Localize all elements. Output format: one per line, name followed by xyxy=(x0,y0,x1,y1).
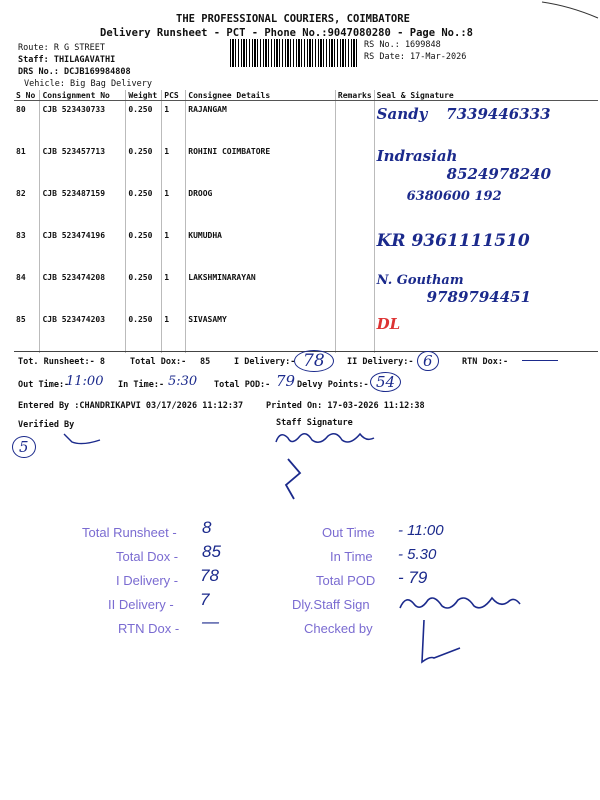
rs-number: RS No.: 1699848 xyxy=(364,40,441,50)
cell-weight: 0.250 xyxy=(126,101,162,144)
total-pod-label: Total POD:- xyxy=(214,380,271,390)
out-time-label: Out Time:- xyxy=(18,380,70,390)
stamp-rtn-dox: RTN Dox - xyxy=(118,621,180,636)
stamp-in-time-value: - 5.30 xyxy=(398,546,437,563)
table-row xyxy=(14,143,598,185)
verified-scribble-icon xyxy=(60,428,110,448)
table-row xyxy=(14,101,598,144)
stamp-out-time-value: - 11:00 xyxy=(398,522,444,539)
cell-consignment: CJB 523474208 xyxy=(40,269,126,311)
runsheet-table xyxy=(14,90,598,353)
col-weight: Weight xyxy=(126,90,162,101)
stamp-total-pod: Total POD xyxy=(316,573,376,588)
stamp-checked-by: Checked by xyxy=(304,621,373,636)
cell-sno: 85 xyxy=(14,311,40,353)
col-consignment: Consignment No xyxy=(40,90,126,101)
cell-sno: 80 xyxy=(14,101,40,144)
handwritten-signature: Sandy xyxy=(376,105,428,123)
cell-pcs: 1 xyxy=(162,311,186,353)
cell-weight: 0.250 xyxy=(126,185,162,227)
cell-remarks xyxy=(335,269,374,311)
stamp-total-runsheet: Total Runsheet - xyxy=(82,525,177,540)
handwritten-signature: Indrasiah xyxy=(376,147,458,165)
cell-consignment: CJB 523474196 xyxy=(40,227,126,269)
stamp-ii-delivery: II Delivery - xyxy=(108,597,174,612)
table-header-row xyxy=(14,90,598,101)
cell-signature xyxy=(374,227,598,269)
cell-signature xyxy=(374,185,598,227)
cell-sno: 82 xyxy=(14,185,40,227)
cell-consignee: RAJANGAM xyxy=(186,101,336,144)
total-dox-value: 85 xyxy=(200,357,211,367)
stamp-out-time: Out Time xyxy=(322,525,375,540)
stamp-total-runsheet-value: 8 xyxy=(202,518,212,537)
cell-weight: 0.250 xyxy=(126,269,162,311)
stamp-total-dox-value: 85 xyxy=(202,542,221,561)
rs-date: RS Date: 17-Mar-2026 xyxy=(364,52,467,62)
ii-delivery-value: 6 xyxy=(417,351,439,371)
handwritten-phone: 9789794451 xyxy=(426,288,532,306)
entered-by: Entered By :CHANDRIKAPVI 03/17/2026 11:12:37 xyxy=(18,401,244,411)
in-time-value: 5:30 xyxy=(168,374,198,389)
staff-label: Staff: THILAGAVATHI xyxy=(18,55,116,65)
stamp-total-dox: Total Dox - xyxy=(116,549,179,564)
out-time-value: 11:00 xyxy=(66,374,104,389)
i-delivery-label: I Delivery:- xyxy=(234,357,296,367)
in-time-label: In Time:- xyxy=(118,380,165,390)
cell-consignment: CJB 523430733 xyxy=(40,101,126,144)
handwritten-signature: KR 9361111510 xyxy=(376,231,530,251)
cell-weight: 0.250 xyxy=(126,227,162,269)
cell-signature xyxy=(374,269,598,311)
delvy-points-value: 54 xyxy=(370,372,401,392)
col-consignee: Consignee Details xyxy=(186,90,336,101)
cell-sno: 81 xyxy=(14,143,40,185)
verified-by-label: Verified By xyxy=(18,420,75,430)
col-remarks: Remarks xyxy=(335,90,374,101)
cell-sno: 84 xyxy=(14,269,40,311)
col-pcs: PCS xyxy=(162,90,186,101)
i-delivery-value: 78 xyxy=(294,350,334,372)
table-row xyxy=(14,227,598,269)
cell-consignment: CJB 523457713 xyxy=(40,143,126,185)
col-sno: S No xyxy=(14,90,40,101)
delvy-points-label: Delvy Points:- xyxy=(297,380,369,390)
stamp-ii-delivery-value: 7 xyxy=(200,590,210,609)
barcode xyxy=(230,39,358,67)
handwritten-signature: 6380600 192 xyxy=(406,189,502,204)
corner-stroke-icon xyxy=(540,0,600,22)
handwritten-phone: 7339446333 xyxy=(446,105,551,123)
staff-signature-label: Staff Signature xyxy=(276,418,353,428)
handwritten-phone: 8524978240 xyxy=(446,165,552,183)
cell-pcs: 1 xyxy=(162,143,186,185)
handwritten-signature: DL xyxy=(376,315,401,333)
ii-delivery-label: II Delivery:- xyxy=(347,357,414,367)
handwritten-signature: N. Goutham xyxy=(376,273,464,288)
initial-mark-icon xyxy=(280,455,310,505)
cell-consignee: KUMUDHA xyxy=(186,227,336,269)
cell-consignment: CJB 523487159 xyxy=(40,185,126,227)
dly-staff-signature-icon xyxy=(396,590,526,618)
stamp-in-time: In Time xyxy=(330,549,373,564)
vehicle-label: Vehicle: Big Bag Delivery xyxy=(24,79,152,89)
cell-signature xyxy=(374,311,598,353)
cell-remarks xyxy=(335,227,374,269)
runsheet-subtitle: Delivery Runsheet - PCT - Phone No.:9047080280 - Page No.:8 xyxy=(100,27,473,39)
route-label: Route: R G STREET xyxy=(18,43,105,53)
stamp-total-pod-value: - 79 xyxy=(398,568,428,587)
cell-pcs: 1 xyxy=(162,101,186,144)
tot-runsheet: Tot. Runsheet:- 8 xyxy=(18,357,105,367)
stamp-i-delivery: I Delivery - xyxy=(116,573,179,588)
cell-weight: 0.250 xyxy=(126,311,162,353)
rtn-dox-dash xyxy=(522,360,558,361)
cell-consignee: LAKSHMINARAYAN xyxy=(186,269,336,311)
cell-sno: 83 xyxy=(14,227,40,269)
total-dox-label: Total Dox:- xyxy=(130,357,187,367)
col-signature: Seal & Signature xyxy=(374,90,598,101)
company-title: THE PROFESSIONAL COURIERS, COIMBATORE xyxy=(176,13,410,25)
total-pod-value: 79 xyxy=(276,372,296,390)
stamp-rtn-dox-value: — xyxy=(202,612,219,631)
cell-pcs: 1 xyxy=(162,185,186,227)
cell-consignee: DROOG xyxy=(186,185,336,227)
cell-remarks xyxy=(335,101,374,144)
cell-consignment: CJB 523474203 xyxy=(40,311,126,353)
cell-consignee: ROHINI COIMBATORE xyxy=(186,143,336,185)
cell-remarks xyxy=(335,143,374,185)
cell-weight: 0.250 xyxy=(126,143,162,185)
table-row xyxy=(14,185,598,227)
checked-by-signature-icon xyxy=(404,618,464,668)
table-row xyxy=(14,269,598,311)
rtn-dox-label: RTN Dox:- xyxy=(462,357,509,367)
cell-pcs: 1 xyxy=(162,227,186,269)
staff-signature-icon xyxy=(270,426,380,450)
cell-consignee: SIVASAMY xyxy=(186,311,336,353)
printed-on: Printed On: 17-03-2026 11:12:38 xyxy=(266,401,425,411)
table-row xyxy=(14,311,598,353)
verified-mark: 5 xyxy=(12,436,36,458)
stamp-i-delivery-value: 78 xyxy=(200,566,219,585)
stamp-dly-staff-sign: Dly.Staff Sign xyxy=(292,597,370,612)
cell-remarks xyxy=(335,311,374,353)
cell-remarks xyxy=(335,185,374,227)
cell-pcs: 1 xyxy=(162,269,186,311)
cell-signature xyxy=(374,101,598,144)
drs-label: DRS No.: DCJB169984808 xyxy=(18,67,131,77)
cell-signature xyxy=(374,143,598,185)
